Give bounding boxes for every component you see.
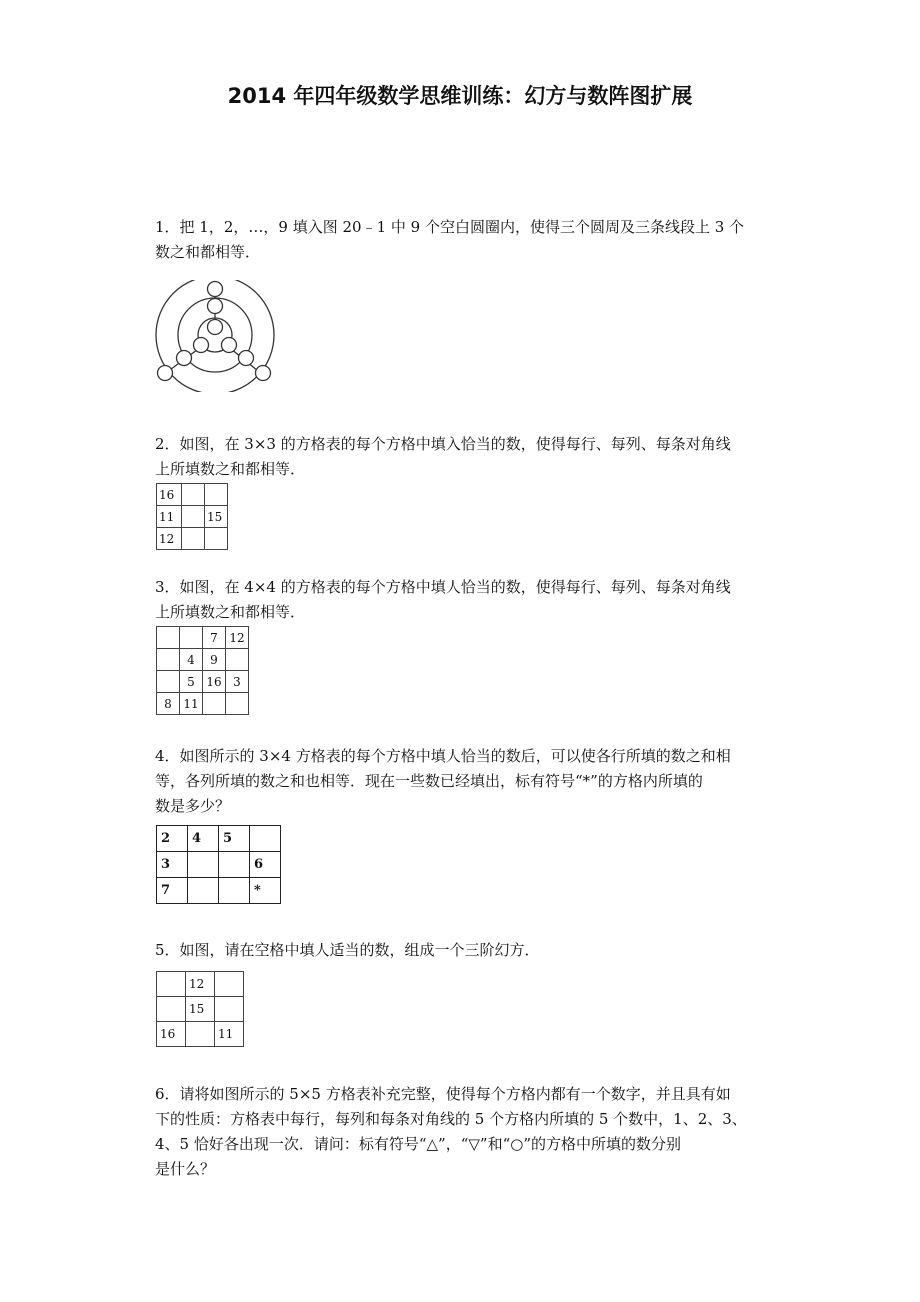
- node-circle: [239, 351, 254, 366]
- question-3: [155, 575, 770, 625]
- grid-cell: 16: [157, 484, 182, 506]
- grid-cell: 5: [180, 671, 203, 693]
- grid-cell: 7: [203, 627, 226, 649]
- node-circle: [208, 299, 223, 314]
- grid-cell: 4: [180, 649, 203, 671]
- grid-cell: [180, 627, 203, 649]
- question-6-line: 下的性质：方格表中每行，每列和每条对角线的 5 个方格内所填的 5 个数中，1、2、3、: [155, 1110, 747, 1128]
- grid-cell: 12: [226, 627, 249, 649]
- grid-3x4: [156, 825, 281, 904]
- grid-cell: 7: [157, 878, 188, 904]
- grid-cell: 3: [226, 671, 249, 693]
- grid-cell: [203, 693, 226, 715]
- grid-cell: 16: [203, 671, 226, 693]
- node-circle: [208, 282, 223, 297]
- question-1: [155, 215, 770, 265]
- question-2: [155, 432, 770, 482]
- question-4-line: 等，各列所填的数之和也相等．现在一些数已经填出，标有符号“*”的方格内所填的: [155, 772, 703, 790]
- grid-cell: [215, 997, 244, 1022]
- grid-cell: [205, 528, 228, 550]
- question-4-line: 数是多少？: [155, 797, 231, 815]
- question-6-line: 6．请将如图所示的 5×5 方格表补充完整，使得每个方格内都有一个数字，并且具有如: [155, 1085, 731, 1103]
- grid-cell: [226, 649, 249, 671]
- question-2-line: 上所填数之和都相等．: [155, 460, 306, 478]
- grid-cell: 8: [157, 693, 180, 715]
- grid-cell: 11: [215, 1022, 244, 1047]
- grid-cell: 2: [157, 826, 188, 852]
- grid-cell: 15: [205, 506, 228, 528]
- question-1-line: 数之和都相等．: [155, 243, 261, 261]
- question-3-line: 上所填数之和都相等．: [155, 603, 306, 621]
- grid-cell: [182, 528, 205, 550]
- node-circle: [177, 351, 192, 366]
- grid-cell: [182, 484, 205, 506]
- node-circle: [256, 366, 271, 381]
- grid-cell: 15: [186, 997, 215, 1022]
- question-1-line: 1．把 1，2，…，9 填入图 20﹣1 中 9 个空白圆圈内，使得三个圆周及三条线段上 3 个: [155, 218, 745, 236]
- grid-cell: [157, 997, 186, 1022]
- grid-cell: 12: [157, 528, 182, 550]
- question-5-line: 5．如图，请在空格中填人适当的数，组成一个三阶幻方．: [155, 941, 540, 959]
- grid-cell: 4: [188, 826, 219, 852]
- grid-cell: 16: [157, 1022, 186, 1047]
- page-title: 2014 年四年级数学思维训练：幻方与数阵图扩展: [227, 84, 693, 108]
- question-2-line: 2．如图，在 3×3 的方格表的每个方格中填入恰当的数，使得每行、每列、每条对角线: [155, 435, 731, 453]
- grid-cell: [157, 671, 180, 693]
- grid-cell: [215, 972, 244, 997]
- magic-square-grid: [156, 971, 244, 1047]
- grid-cell: 11: [157, 506, 182, 528]
- grid-cell: [157, 649, 180, 671]
- grid-cell: [219, 852, 250, 878]
- grid-cell: 6: [250, 852, 281, 878]
- question-4-line: 4．如图所示的 3×4 方格表的每个方格中填人恰当的数后，可以使各行所填的数之和相: [155, 747, 731, 765]
- grid-cell: 9: [203, 649, 226, 671]
- question-4: [155, 744, 770, 819]
- circle-figure: [153, 280, 278, 392]
- node-circle: [208, 320, 223, 335]
- grid-cell: [188, 878, 219, 904]
- grid-cell: *: [250, 878, 281, 904]
- grid-cell: [219, 878, 250, 904]
- question-3-line: 3．如图，在 4×4 的方格表的每个方格中填人恰当的数，使得每行、每列、每条对角线: [155, 578, 731, 596]
- grid-cell: 12: [186, 972, 215, 997]
- grid-cell: [250, 826, 281, 852]
- grid-cell: 5: [219, 826, 250, 852]
- grid-cell: [226, 693, 249, 715]
- grid-cell: 3: [157, 852, 188, 878]
- question-5: [155, 938, 770, 963]
- grid-cell: [205, 484, 228, 506]
- node-circle: [158, 366, 173, 381]
- node-circle: [222, 338, 237, 353]
- grid-4x4: [156, 626, 249, 715]
- question-6: [155, 1082, 770, 1182]
- question-6-line: 4、5 恰好各出现一次．请问：标有符号“△”，“▽”和“○”的方格中所填的数分别: [155, 1135, 682, 1153]
- grid-cell: [182, 506, 205, 528]
- grid-3x3: [156, 483, 228, 550]
- question-6-line: 是什么？: [155, 1160, 216, 1178]
- grid-cell: 11: [180, 693, 203, 715]
- node-circle: [194, 338, 209, 353]
- grid-cell: [157, 627, 180, 649]
- grid-cell: [186, 1022, 215, 1047]
- grid-cell: [188, 852, 219, 878]
- grid-cell: [157, 972, 186, 997]
